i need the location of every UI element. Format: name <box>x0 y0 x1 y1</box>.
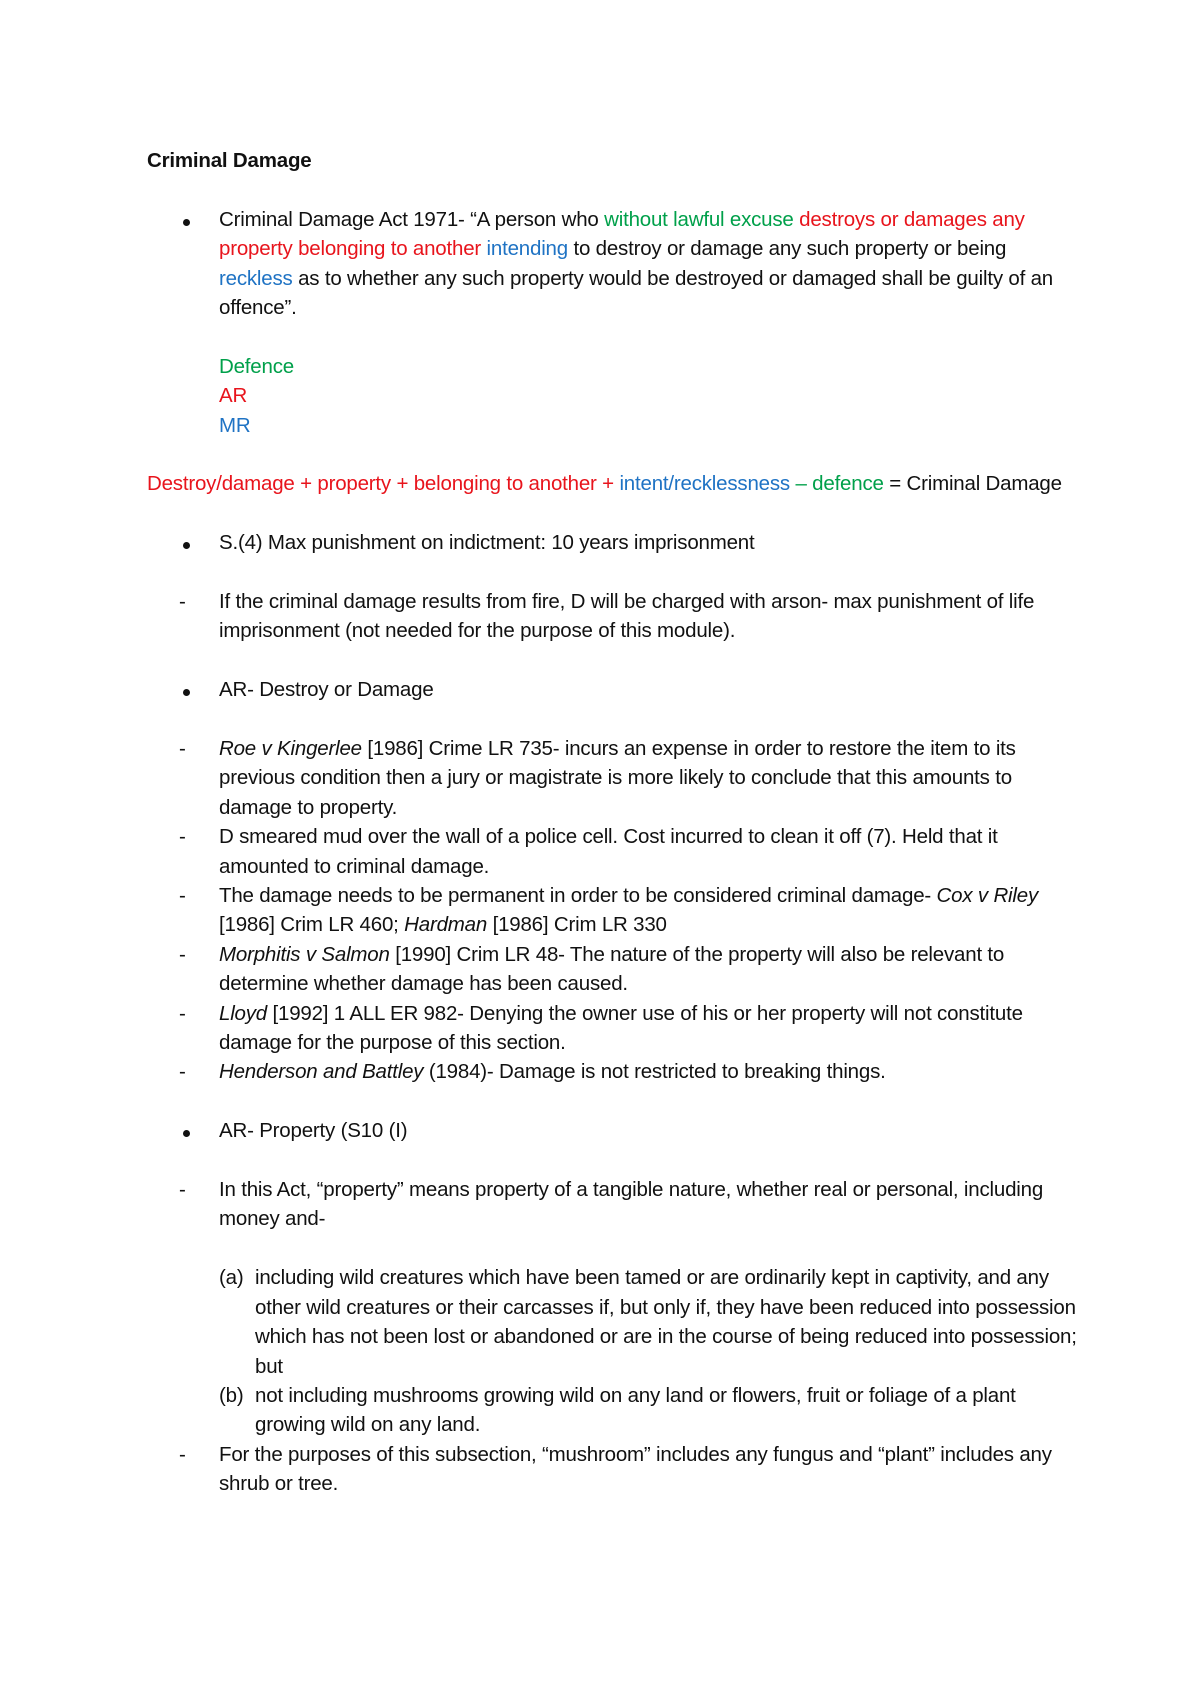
list-item: - Henderson and Battley (1984)- Damage is not restricted to breaking things. <box>147 1057 1077 1086</box>
document-body <box>147 146 1077 1499</box>
dash-marker: - <box>179 825 186 849</box>
list-item: - For the purposes of this subsection, “mushroom” includes any fungus and “plant” includes any shrub or tree. <box>147 1440 1077 1499</box>
bullet-dot <box>179 675 209 704</box>
sub-label: (b) <box>219 1383 244 1407</box>
case-name: Morphitis v Salmon <box>219 942 390 966</box>
bullet-dot <box>179 205 209 234</box>
punishment-bullet: S.(4) Max punishment on indictment: 10 years imprisonment <box>147 528 1077 557</box>
formula-line: Destroy/damage + property + belonging to another + intent/recklessness – defence = Criminal Damage <box>147 472 1062 496</box>
bullet-dot <box>179 528 209 557</box>
dash-marker: - <box>179 1060 186 1084</box>
mr-phrase-intending: intending <box>486 237 568 261</box>
list-item: - D smeared mud over the wall of a police cell. Cost incurred to clean it off (7). Held that it amounted to criminal damage. <box>147 822 1077 881</box>
page-title: Criminal Damage <box>147 149 312 172</box>
case-name: Henderson and Battley <box>219 1060 424 1084</box>
dash-marker: - <box>179 590 186 614</box>
dash-marker: - <box>179 942 186 966</box>
mr-phrase-reckless: reckless <box>219 266 293 290</box>
case-name: Hardman <box>404 913 488 937</box>
legend-ar: AR <box>219 384 248 408</box>
dash-marker: - <box>179 1442 186 1466</box>
property-heading-bullet: AR- Property (S10 (I) <box>147 1116 1077 1145</box>
list-item: - Morphitis v Salmon [1990] Crim LR 48- The nature of the property will also be relevant to determine whether damage has been caused. <box>147 940 1077 999</box>
statute-bullet: Criminal Damage Act 1971- “A person who without lawful excuse destroys or damages any property belonging to another intending to destroy or damage any such property or being reckless as to whether any such property would be destroyed or damaged shall be guilty of an offence”. <box>147 205 1077 323</box>
list-item: - In this Act, “property” means property of a tangible nature, whether real or personal, including money and- <box>147 1175 1077 1234</box>
ar-phrase: destroys or damages any property belonging to another <box>219 207 1025 261</box>
legend-defence: Defence <box>219 354 294 378</box>
dash-marker: - <box>179 737 186 761</box>
legend-mr: MR <box>219 413 251 437</box>
sub-item-b: (b) not including mushrooms growing wild on any land or flowers, fruit or foliage of a plant growing wild on any land. <box>147 1381 1077 1440</box>
destroy-heading-bullet: AR- Destroy or Damage <box>147 675 1077 704</box>
dash-marker: - <box>179 1178 186 1202</box>
dash-marker: - <box>179 884 186 908</box>
case-name: Lloyd <box>219 1001 268 1025</box>
sub-item-a: (a) including wild creatures which have been tamed or are ordinarily kept in captivity, and any other wild creatures or their carcasses if, but only if, they have been reduced into possession which has not been lost or abandoned or are in the course of being reduced into possession; but <box>147 1263 1077 1381</box>
bullet-dot <box>179 1116 209 1145</box>
defence-phrase: without lawful excuse <box>604 207 794 231</box>
sub-label: (a) <box>219 1266 244 1290</box>
list-item: - If the criminal damage results from fire, D will be charged with arson- max punishment of life imprisonment (not needed for the purpose of this module). <box>147 587 1077 646</box>
case-name: Roe v Kingerlee <box>219 737 362 761</box>
case-name: Cox v Riley <box>936 884 1039 908</box>
list-item: - The damage needs to be permanent in order to be considered criminal damage- Cox v Riley [1986] Crim LR 460; Hardman [1986] Crim LR 330 <box>147 881 1077 940</box>
list-item: - Roe v Kingerlee [1986] Crime LR 735- incurs an expense in order to restore the item to its previous condition then a jury or magistrate is more likely to conclude that this amounts to damage to property. <box>147 734 1077 822</box>
dash-marker: - <box>179 1001 186 1025</box>
list-item: - Lloyd [1992] 1 ALL ER 982- Denying the owner use of his or her property will not constitute damage for the purpose of this section. <box>147 999 1077 1058</box>
